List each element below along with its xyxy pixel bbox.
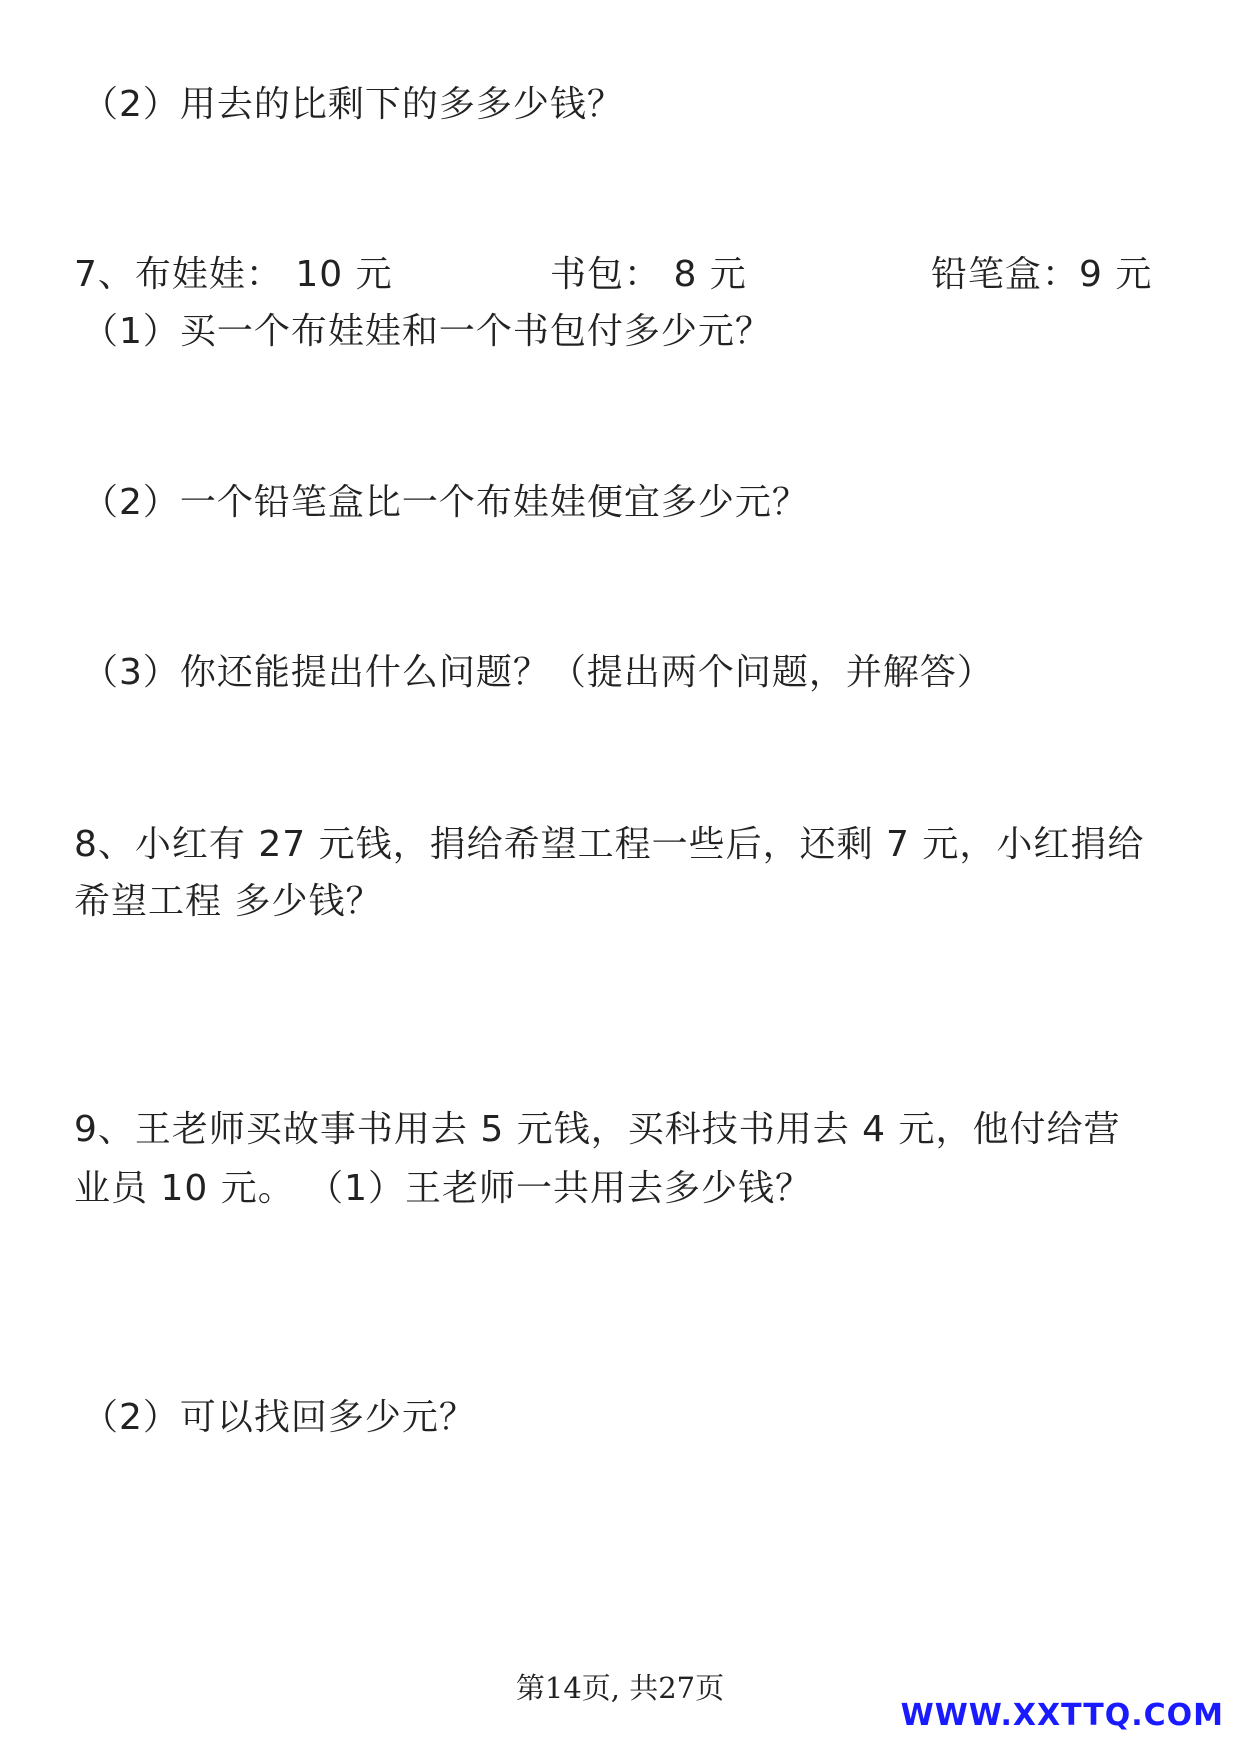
question-9-line-2: 业员 10 元。 （1）王老师一共用去多少钱？: [74, 1168, 813, 1209]
question-9-part-2: （2）可以找回多少元？: [82, 1397, 476, 1438]
question-8-line-1: 8、小红有 27 元钱，捐给希望工程一些后，还剩 7 元，小红捐给: [74, 824, 1145, 865]
price-schoolbag: 书包： 8 元: [550, 254, 747, 295]
question-7-part-2: （2）一个铅笔盒比一个布娃娃便宜多少元？: [82, 482, 809, 523]
question-8-line-2: 希望工程 多少钱？: [74, 881, 383, 922]
question-9-line-1: 9、王老师买故事书用去 5 元钱，买科技书用去 4 元，他付给营: [74, 1109, 1121, 1150]
price-doll: 7、布娃娃： 10 元: [74, 254, 393, 295]
question-7-part-1: （1）买一个布娃娃和一个书包付多少元？: [82, 311, 772, 352]
page-number-footer: 第14页, 共27页: [515, 1671, 725, 1705]
question-7-price-list: [74, 250, 1164, 300]
question-7-part-3: （3）你还能提出什么问题？（提出两个问题，并解答）: [82, 652, 994, 693]
site-watermark: WWW.XXTTQ.COM: [900, 1698, 1224, 1733]
price-pencil-case: 铅笔盒：9 元: [931, 254, 1153, 295]
question-6-part-2: （2）用去的比剩下的多多少钱？: [82, 84, 624, 125]
